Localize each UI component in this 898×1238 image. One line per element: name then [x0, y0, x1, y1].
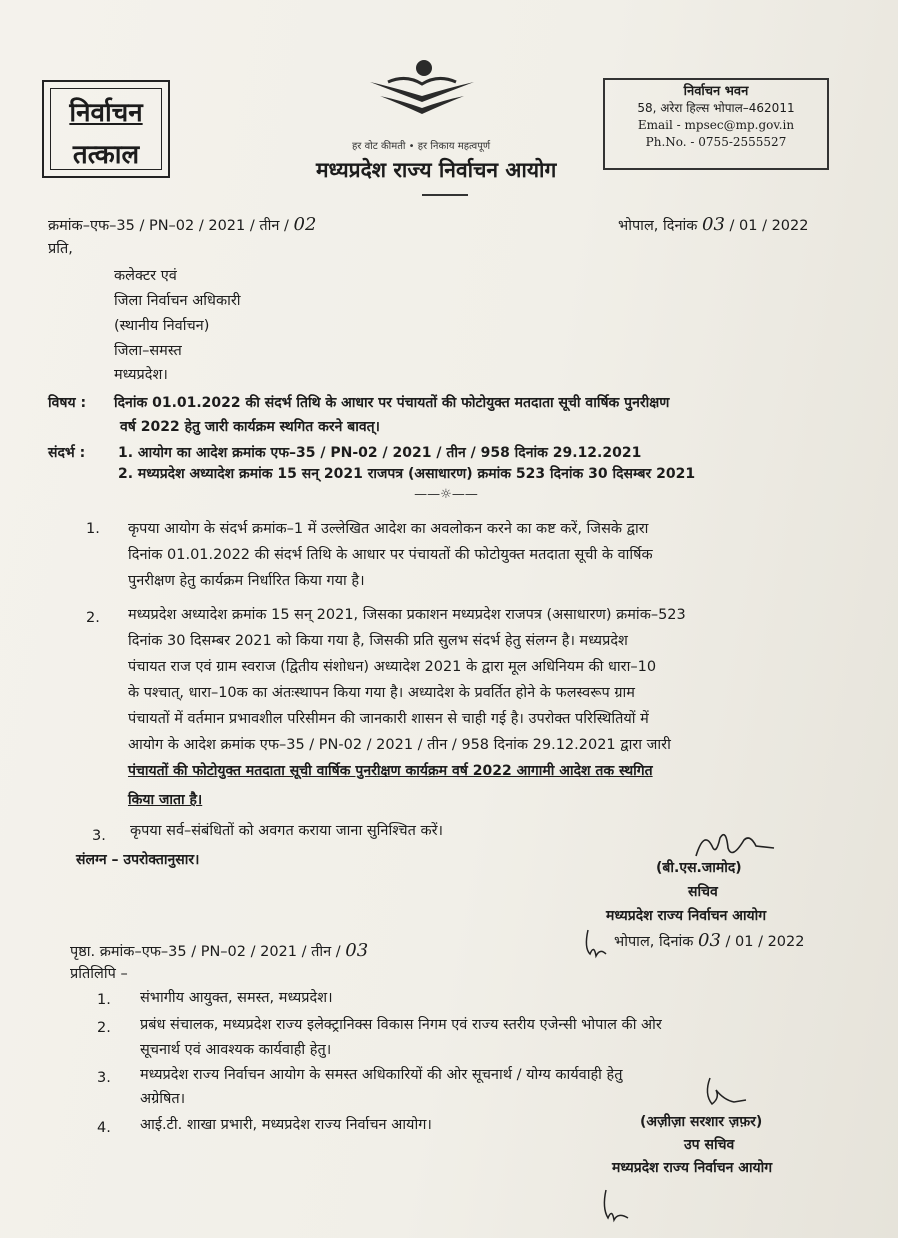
endorsement-date-suffix: / 01 / 2022	[720, 934, 805, 950]
paragraph-line: पुनरीक्षण हेतु कार्यक्रम निर्धारित किया गया है।	[128, 573, 365, 589]
signature-icon	[690, 1074, 750, 1114]
emphasis-line: पंचायतों की फोटोयुक्त मतदाता सूची वार्षिक पुनरीक्षण कार्यक्रम वर्ष 2022 आगामी आदेश तक स्थगित	[128, 763, 653, 779]
stamp-line1: निर्वाचन	[69, 98, 143, 128]
paragraph-line: पंचायत राज एवं ग्राम स्वराज (द्वितीय संशोधन) अध्यादेश 2021 के द्वारा मूल अधिनियम की धारा–10	[128, 659, 657, 675]
copy-item-number: 3.	[97, 1070, 111, 1086]
paragraph-number: 3.	[92, 828, 106, 844]
paragraph-line: पंचायतों में वर्तमान प्रभावशील परिसीमन की जानकारी शासन से चाही गई है। उपरोक्त परिस्थितियों में	[128, 711, 649, 727]
copy-item-line: सूचनार्थ एवं आवश्यक कार्यवाही हेतु।	[140, 1042, 332, 1058]
endorsement-ref-number: 03	[345, 940, 369, 961]
copy-item-line: अग्रेषित।	[140, 1091, 186, 1107]
copy-item-line: संभागीय आयुक्त, समस्त, मध्यप्रदेश।	[140, 990, 333, 1006]
letter-date	[618, 214, 808, 235]
paragraph-line: कृपया आयोग के संदर्भ क्रमांक–1 में उल्लेखित आदेश का अवलोकन करने का कष्ट करें, जिसके द्वारा	[128, 521, 649, 537]
commission-logo-icon	[366, 58, 478, 124]
paragraph-number: 1.	[86, 521, 100, 537]
tagline: हर वोट कीमती • हर निकाय महत्वपूर्ण	[352, 141, 491, 152]
subject-line: वर्ष 2022 हेतु जारी कार्यक्रम स्थगित करने बावत्।	[120, 419, 380, 435]
ref-prefix: क्रमांक–एफ–35 / PN–02 / 2021 / तीन /	[48, 218, 294, 234]
letter-reference	[48, 214, 316, 235]
signatory-designation: सचिव	[688, 884, 718, 900]
copy-item-line: मध्यप्रदेश राज्य निर्वाचन आयोग के समस्त अधिकारियों की ओर सूचनार्थ / योग्य कार्यवाही हेतु	[140, 1067, 623, 1083]
copy-label: प्रतिलिपि –	[70, 966, 128, 982]
endorsement-date	[614, 930, 804, 951]
deputy-signatory-org: मध्यप्रदेश राज्य निर्वाचन आयोग	[612, 1160, 773, 1176]
copy-item-number: 4.	[97, 1120, 111, 1136]
to-label: प्रति,	[48, 241, 73, 257]
copy-item-line: प्रबंध संचालक, मध्यप्रदेश राज्य इलेक्ट्रानिक्स विकास निगम एवं राज्य स्तरीय एजेन्सी भोपाल की ओर	[140, 1017, 662, 1033]
paragraph-line: कृपया सर्व–संबंधितों को अवगत कराया जाना सुनिश्चित करें।	[130, 823, 444, 839]
endorsement-date-day: 03	[698, 930, 721, 951]
paragraph-line: के पश्चात्, धारा–10क का अंतःस्थापन किया गया है। अध्यादेश के प्रवर्तित होने के फलस्वरूप ग्राम	[128, 685, 635, 701]
emphasis-line: किया जाता है।	[128, 792, 203, 808]
address-email: Email - mpsec@mp.gov.in	[637, 118, 795, 132]
address-phone: Ph.No. - 0755-2555527	[645, 135, 787, 149]
paragraph-number: 2.	[86, 610, 100, 626]
address-box	[603, 78, 829, 170]
subject-label: विषय :	[48, 395, 87, 411]
paragraph-line: आयोग के आदेश क्रमांक एफ–35 / PN-02 / 2021 / तीन / 958 दिनांक 29.12.2021 द्वारा जारी	[128, 737, 671, 753]
endorsement-ref-prefix: पृष्ठा. क्रमांक–एफ–35 / PN–02 / 2021 / तीन /	[70, 944, 346, 960]
recipient-line: जिला–समस्त	[114, 343, 182, 359]
stamp-line2: तत्काल	[72, 140, 140, 170]
address-building: निर्वाचन भवन	[683, 84, 749, 99]
ref-number: 02	[293, 214, 317, 235]
deputy-signatory-designation: उप सचिव	[684, 1137, 735, 1153]
subject-line: दिनांक 01.01.2022 की संदर्भ तिथि के आधार पर पंचायतों की फोटोयुक्त मतदाता सूची वार्षिक पुनरीक्षण	[114, 395, 670, 411]
section-separator: ——☼——	[414, 487, 478, 502]
endorsement-date-prefix: भोपाल, दिनांक	[614, 934, 698, 950]
paragraph-line: मध्यप्रदेश अध्यादेश क्रमांक 15 सन् 2021, जिसका प्रकाशन मध्यप्रदेश राजपत्र (असाधारण) क्रमांक–523	[128, 607, 686, 623]
deputy-signatory-name: (अज़ीज़ा सरशार ज़फ़र)	[640, 1114, 763, 1130]
copy-item-number: 1.	[97, 992, 111, 1008]
initial-signature-icon	[580, 924, 610, 964]
initial-signature-icon	[596, 1186, 632, 1226]
recipient-line: मध्यप्रदेश।	[114, 367, 168, 383]
copy-item-number: 2.	[97, 1020, 111, 1036]
endorsement-reference	[70, 940, 368, 961]
recipient-line: कलेक्टर एवं	[114, 268, 177, 284]
reference-label: संदर्भ :	[48, 445, 86, 461]
reference-item: 2. मध्यप्रदेश अध्यादेश क्रमांक 15 सन् 2021 राजपत्र (असाधारण) क्रमांक 523 दिनांक 30 दिसम्बर 2021	[118, 466, 696, 482]
reference-item: 1. आयोग का आदेश क्रमांक एफ–35 / PN-02 / 2021 / तीन / 958 दिनांक 29.12.2021	[118, 445, 642, 461]
paragraph-line: दिनांक 30 दिसम्बर 2021 को किया गया है, जिसकी प्रति सुलभ संदर्भ हेतु संलग्न है। मध्यप्रदेश	[128, 633, 628, 649]
enclosure-note: संलग्न – उपरोक्तानुसार।	[76, 852, 200, 868]
date-suffix: / 01 / 2022	[724, 218, 809, 234]
recipient-line: (स्थानीय निर्वाचन)	[114, 318, 210, 334]
address-street: 58, अरेरा हिल्स भोपाल–462011	[637, 101, 795, 115]
date-day: 03	[702, 214, 725, 235]
signatory-org: मध्यप्रदेश राज्य निर्वाचन आयोग	[606, 908, 767, 924]
signatory-name: (बी.एस.जामोद)	[656, 860, 742, 876]
urgent-stamp	[42, 80, 170, 178]
copy-item-line: आई.टी. शाखा प्रभारी, मध्यप्रदेश राज्य निर्वाचन आयोग।	[140, 1117, 432, 1133]
date-prefix: भोपाल, दिनांक	[618, 218, 702, 234]
paragraph-line: दिनांक 01.01.2022 की संदर्भ तिथि के आधार पर पंचायतों की फोटोयुक्त मतदाता सूची के वार्षिक	[128, 547, 653, 563]
title-divider	[422, 194, 468, 196]
org-title: मध्यप्रदेश राज्य निर्वाचन आयोग	[316, 158, 557, 182]
recipient-line: जिला निर्वाचन अधिकारी	[114, 293, 241, 309]
